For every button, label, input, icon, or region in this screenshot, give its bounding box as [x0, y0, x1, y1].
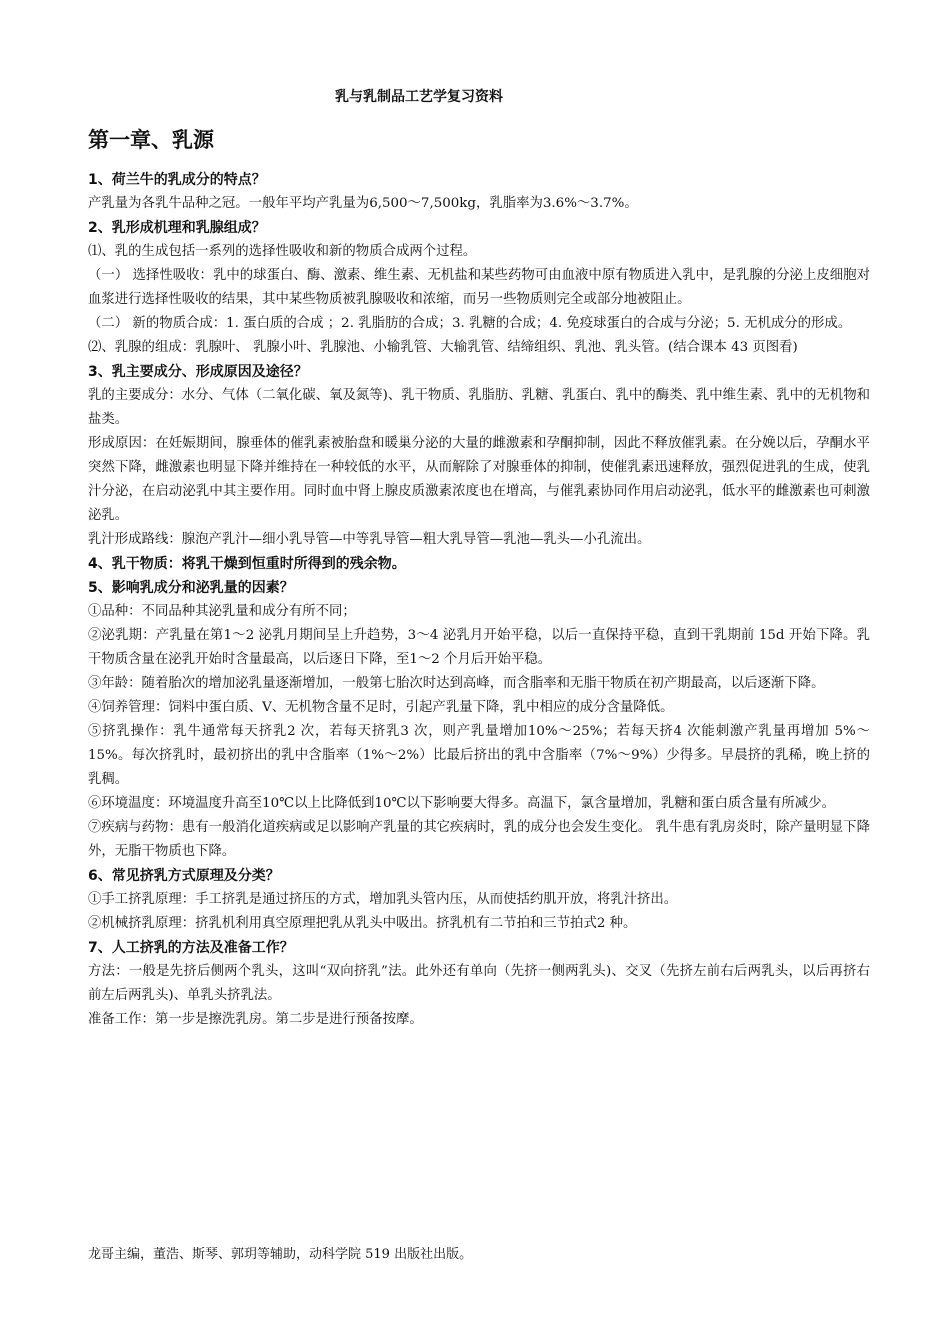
section-paragraph: （一） 选择性吸收：乳中的球蛋白、酶、激素、维生素、无机盐和某些药物可由血液中原有物质进入乳中，是乳腺的分泌上皮细胞对血浆进行选择性吸收的结果，其中某些物质被乳腺吸收和浓缩，而另一些物质则完全或部分地被阻止。: [88, 268, 870, 307]
footer-note: 龙哥主编，董浩、斯琴、郭玥等辅助，动科学院 519 出版社出版。: [88, 1247, 473, 1262]
section-paragraph: ①手工挤乳原理：手工挤乳是通过挤压的方式，增加乳头管内压，从而使括约肌开放，将乳汁挤出。: [88, 892, 678, 907]
section-paragraph: ②机械挤乳原理：挤乳机利用真空原理把乳从乳头中吸出。挤乳机有二节拍和三节拍式2 种。: [88, 916, 637, 931]
section-paragraph: ⑦疾病与药物：患有一般消化道疾病或足以影响产乳量的其它疾病时，乳的成分也会发生变化。 乳牛患有乳房炎时，除产量明显下降外，无脂干物质也下降。: [88, 820, 870, 859]
section-paragraph: 方法：一般是先挤后侧两个乳头，这叫“双向挤乳”法。此外还有单向（先挤一侧两乳头)、交叉（先挤左前右后两乳头，以后再挤右前左后两乳头)、单乳头挤乳法。: [88, 964, 870, 1003]
section-paragraph: ⑵、乳腺的组成：乳腺叶、 乳腺小叶、乳腺池、小输乳管、大输乳管、结缔组织、乳池、乳头管。(结合课本 43 页图看): [88, 340, 798, 355]
section-paragraph: （二） 新的物质合成：1. 蛋白质的合成 ；2. 乳脂肪的合成；3. 乳糖的合成；4. 免疫球蛋白的合成与分泌；5. 无机成分的形成。: [88, 316, 852, 331]
section-paragraph: 乳汁形成路线：腺泡产乳汁—细小乳导管—中等乳导管—粗大乳导管—乳池—乳头—小孔流出。: [88, 532, 651, 547]
section-paragraph: ①品种：不同品种其泌乳量和成分有所不同；: [88, 604, 356, 619]
section-paragraph: 产乳量为各乳牛品种之冠。一般年平均产乳量为6,500～7,500kg，乳脂率为3.6%～3.7%。: [88, 196, 638, 211]
section-question: 1、荷兰牛的乳成分的特点？: [88, 172, 266, 188]
section-paragraph: 乳的主要成分：水分、气体（二氧化碳、氧及氮等)、乳干物质、乳脂肪、乳糖、乳蛋白、乳中的酶类、乳中维生素、乳中的无机物和盐类。: [88, 388, 870, 427]
section-paragraph: ⑤挤乳操作：乳牛通常每天挤乳2 次，若每天挤乳3 次，则产乳量增加10%～25%；若每天挤4 次能刺激产乳量再增加 5%～15%。每次挤乳时，最初挤出的乳中含脂率（1%～2%）比最后挤出的乳中含脂率（7%～9%）少得多。早晨挤的乳稀，晚上挤的乳稠。: [88, 724, 870, 787]
section-paragraph: 准备工作：第一步是擦洗乳房。第二步是进行预备按摩。: [88, 1012, 423, 1027]
section-question: 4、乳干物质：将乳干燥到恒重时所得到的残余物。: [88, 556, 406, 572]
document-page: [88, 78, 870, 1032]
section-question: 3、乳主要成分、形成原因及途径？: [88, 364, 308, 380]
section: [88, 864, 870, 936]
section-paragraph: ⑴、乳的生成包括一系列的选择性吸收和新的物质合成两个过程。: [88, 244, 477, 259]
section-question: 2、乳形成机理和乳腺组成？: [88, 220, 266, 236]
section: [88, 552, 870, 576]
sections-container: [88, 168, 870, 1032]
section: [88, 576, 870, 864]
section-paragraph: ②泌乳期：产乳量在第1～2 泌乳月期间呈上升趋势，3～4 泌乳月开始平稳，以后一直保持平稳，直到干乳期前 15d 开始下降。乳干物质含量在泌乳开始时含量最高，以后逐日下降，至1～2 个月后开始平稳。: [88, 628, 870, 667]
chapter-heading: 第一章、乳源: [88, 128, 214, 152]
section: [88, 936, 870, 1032]
section-paragraph: ④饲养管理：饲料中蛋白质、V、无机物含量不足时，引起产乳量下降，乳中相应的成分含量降低。: [88, 700, 674, 715]
section: [88, 360, 870, 552]
section-paragraph: 形成原因：在妊娠期间，腺垂体的催乳素被胎盘和暖巢分泌的大量的雌激素和孕酮抑制，因此不释放催乳素。在分娩以后，孕酮水平突然下降，雌激素也明显下降并维持在一种较低的水平，从而解除了对腺垂体的抑制，使催乳素迅速释放，强烈促进乳的生成，使乳汁分泌，在启动泌乳中其主要作用。同时血中肾上腺皮质激素浓度也在增高，与催乳素协同作用启动泌乳，低水平的雌激素也可刺激泌乳。: [88, 436, 870, 523]
document-title: 乳与乳制品工艺学复习资料: [335, 89, 503, 105]
section: [88, 168, 870, 216]
section-paragraph: ③年龄：随着胎次的增加泌乳量逐渐增加，一般第七胎次时达到高峰，而含脂率和无脂干物质在初产期最高，以后逐渐下降。: [88, 676, 825, 691]
section-paragraph: ⑥环境温度：环境温度升高至10℃以上比降低到10℃以下影响要大得多。高温下，氯含量增加，乳糖和蛋白质含量有所减少。: [88, 796, 835, 811]
section: [88, 216, 870, 360]
section-question: 7、人工挤乳的方法及准备工作？: [88, 940, 294, 956]
section-question: 6、常见挤乳方式原理及分类？: [88, 868, 280, 884]
section-question: 5、影响乳成分和泌乳量的因素？: [88, 580, 294, 596]
